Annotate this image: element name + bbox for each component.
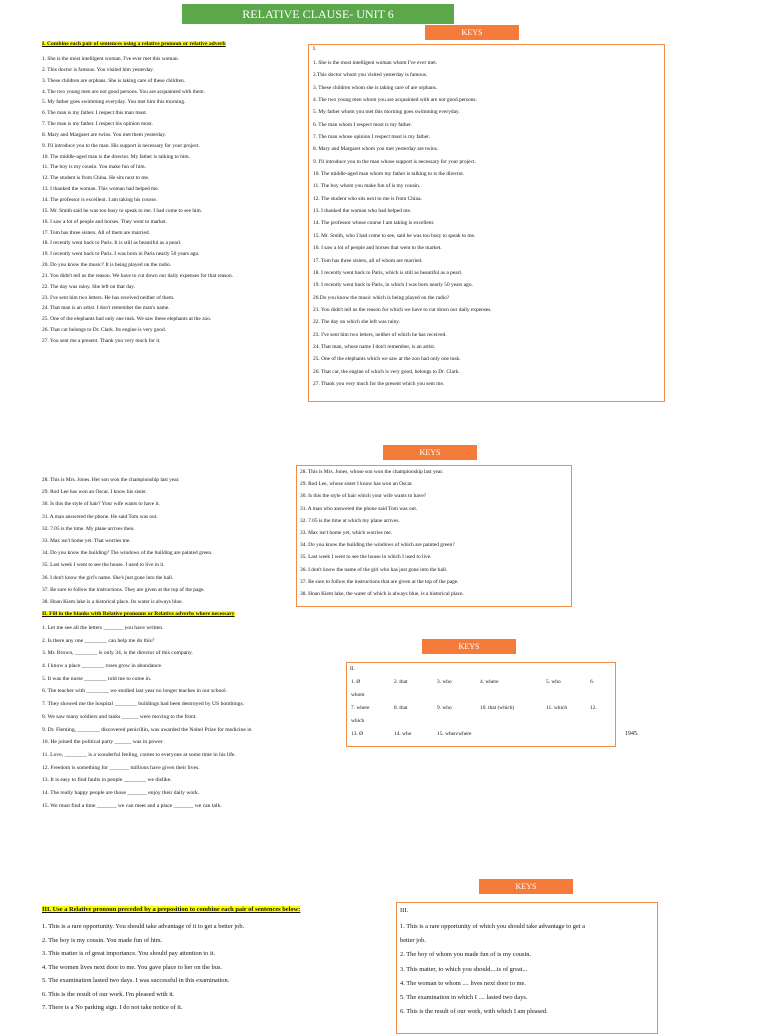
key-item: 7. The man whose opinion I respect most is my father. bbox=[313, 134, 430, 141]
question-item: 8. We saw many soldiers and tanks ______ were moving to the front. bbox=[42, 713, 197, 720]
question-item: 6. The teacher with ________ we studied last year no longer teaches in our school. bbox=[42, 688, 228, 695]
page-title: RELATIVE CLAUSE- UNIT 6 bbox=[182, 4, 454, 24]
key-item: 19. I recently went back to Paris, in which I was born nearly 50 years ago. bbox=[313, 282, 473, 289]
key-item: 13. Ø bbox=[351, 731, 363, 737]
question-item: 7. They showed me the hospital ________ buildings had been destroyed by US bombings. bbox=[42, 701, 245, 708]
key-item: 21. You didn't tell us the reason for which we have to cut down our daily expenses. bbox=[313, 306, 492, 313]
key-item: 33. Max isn't home yet, which worries me. bbox=[300, 529, 392, 536]
key-item: 24. That man, whose name I don't remember, is an artist. bbox=[313, 343, 436, 350]
key-item: better job. bbox=[400, 937, 426, 945]
key-item: 6. This is the result of our work, with which I am pleased. bbox=[400, 1008, 548, 1016]
key-item: 2.This doctor whom you visited yesterday is famous. bbox=[313, 72, 428, 79]
key-item: 3. who bbox=[437, 679, 452, 685]
key-item: 7. where bbox=[351, 705, 370, 711]
question-item: 12. The student is from China. He sits next to me. bbox=[42, 175, 150, 182]
key-item: 22. The day on which she left was rainy. bbox=[313, 319, 400, 326]
question-item: 5. The examination lasted two days. I was successful in this examination. bbox=[42, 977, 230, 984]
question-item: 36. I don't know the girl's name. She's just gone into the hall. bbox=[42, 574, 174, 581]
part1b-keys bbox=[300, 466, 566, 600]
key-item: 13. I thanked the woman who had helped me. bbox=[313, 208, 412, 215]
part1b-questions bbox=[42, 474, 292, 608]
key-item: 8. Mary and Margaret whom you met yesterday are twins. bbox=[313, 146, 439, 153]
key-item: 6. bbox=[590, 679, 595, 685]
part1-heading: I. Combine each pair of sentences using a relative pronoun or relative adverb bbox=[42, 41, 226, 47]
question-item: 18. I recently went back to Paris. It is still as beautiful as a pearl. bbox=[42, 240, 182, 247]
key-item: 35. Last week I went to see the house in which I used to live. bbox=[300, 554, 432, 561]
question-item: 38. Hoan Kiem lake is a historical place. Its water is always blue. bbox=[42, 598, 183, 605]
key-item: 18. I recently went back to Paris, which is still as beautiful as a pearl. bbox=[313, 269, 463, 276]
question-item: 12. Freedom is something for _______ millions have given their lives. bbox=[42, 764, 200, 771]
key-item: 1. Ø bbox=[351, 679, 361, 685]
part3-keys-heading: III. bbox=[400, 907, 408, 914]
question-item: 19. I recently went back to Paris. I was born in Paris nearly 50 years ago. bbox=[42, 251, 200, 258]
part2-heading: II. Fill in the blanks with Relative pronouns or Relative adverbs where necessary bbox=[42, 611, 235, 617]
part1-questions bbox=[42, 54, 304, 347]
question-item: 16. I saw a lot of people and horses. They went to market. bbox=[42, 218, 167, 225]
key-item: 3. This matter, to which you should....is of great... bbox=[400, 965, 528, 973]
key-item: 9. I'll introduce you to the man whose support is necessary for your project. bbox=[313, 158, 476, 165]
key-item: 4. The two young men whom you are acquainted with are not good persons. bbox=[313, 97, 477, 104]
key-item: whom bbox=[351, 692, 365, 698]
question-item: 25. One of the elephants had only one tusk. We saw these elephants at the zoo. bbox=[42, 316, 212, 323]
key-item: 5. The examination in which I .... lasted two days. bbox=[400, 993, 528, 1001]
question-item: 11. The boy is my cousin. You make fun of him. bbox=[42, 164, 146, 171]
keys-label-3: KEYS bbox=[422, 639, 516, 654]
key-item: 17. Tom has three sisters, all of whom are married. bbox=[313, 257, 423, 264]
part3-questions bbox=[42, 920, 382, 1015]
question-item: 3. Mr. Brown, ________ is only 34, is the director of this company. bbox=[42, 650, 193, 657]
question-item: 2. The boy is my cousin. You made fun of him. bbox=[42, 936, 163, 944]
key-item: 3. These children whom she is taking care of are orphans. bbox=[313, 84, 438, 91]
key-item: 2. The boy of whom you made fun of is my cousin. bbox=[400, 951, 532, 959]
question-item: 4. The women lives next door to me. You gave place to her on the bus. bbox=[42, 963, 223, 971]
question-item: 15. We must find a time _______ we can meet and a place _______ we can talk. bbox=[42, 802, 222, 809]
part1-keys-heading: I. bbox=[313, 46, 317, 52]
key-item: 10. The middle-aged man whom my father is talking to is the director. bbox=[313, 171, 465, 178]
question-item: 13. I thanked the woman. This woman had helped me. bbox=[42, 186, 159, 193]
key-item: 25. One of the elephants which we saw at the zoo had only one tusk. bbox=[313, 356, 461, 363]
question-item: 8. Mary and Margaret are twins. You met them yesterday. bbox=[42, 131, 166, 138]
key-item: 16. I saw a lot of people and horses that went to the market. bbox=[313, 245, 442, 252]
key-item: 27. Thank you very much for the present which you sent me. bbox=[313, 380, 445, 387]
key-item: 12. bbox=[590, 705, 597, 711]
question-item: 24. That man is an artist. I don't remember the man's name. bbox=[42, 305, 170, 312]
question-item: 34. Do you know the building? The windows of the building are painted green. bbox=[42, 550, 213, 557]
part1-keys bbox=[313, 57, 658, 390]
key-item: 5. who bbox=[546, 679, 561, 685]
key-item: 26. That car, the engine of which is very good, belongs to Dr. Clark. bbox=[313, 368, 460, 375]
key-item: 10. that (which) bbox=[480, 705, 515, 711]
question-item: 1. This is a rare opportunity. You should take advantage of it to get a better job. bbox=[42, 923, 245, 930]
question-item: 7. There is a No parking sign. I do not take notice of it. bbox=[42, 1004, 183, 1011]
key-item: 28. This is Mrs. Jones, whose son won the championship last year. bbox=[300, 469, 444, 475]
question-item: 31. A man answered the phone. He said Tom was out. bbox=[42, 513, 158, 520]
key-item: 30. Is this the style of hair which your wife wants to have? bbox=[300, 493, 427, 500]
key-item: 11. which bbox=[546, 705, 568, 711]
key-item: 4. The woman to whom .... lives next door to me. bbox=[400, 979, 526, 987]
question-item: 9. Dr. Fleming, ________ discovered penicillin, was awarded the Nobel Prize for medicine in bbox=[42, 726, 252, 733]
key-item: 9. who bbox=[437, 705, 452, 711]
key-item: 36. I don't know the name of the girl who has just gone into the hall. bbox=[300, 566, 448, 573]
question-item: 14. The really happy people are those _______ enjoy their daily work. bbox=[42, 789, 200, 796]
question-item: 27. You sent me a present. Thank you very much for it. bbox=[42, 337, 161, 344]
key-item: 11. The boy whom you make fun of is my cousin. bbox=[313, 183, 421, 190]
question-item: 26. That car belongs to Dr. Clark. Its engine is very good. bbox=[42, 327, 167, 334]
question-item: 14. The professor is excellent. I am taking his course. bbox=[42, 196, 158, 203]
key-item: 29. Rod Lee, whose sister I know has won an Oscar. bbox=[300, 481, 413, 488]
question-item: 3. This matter is of great importance. You should pay attention to it. bbox=[42, 950, 216, 957]
question-item: 17. Tom has three sisters. All of them are married. bbox=[42, 229, 150, 236]
keys-label-4: KEYS bbox=[479, 879, 573, 894]
key-item: 15. when/where bbox=[437, 731, 472, 737]
question-item: 2. Is there any one ________ can help me do this? bbox=[42, 637, 155, 644]
question-item: 3. These children are orphans. She is taking care of these children. bbox=[42, 77, 186, 84]
key-item: 34. Do you know the building the windows of which are painted green? bbox=[300, 542, 455, 549]
question-item: 1. She is the most intelligent woman. I've ever met this woman. bbox=[42, 56, 179, 62]
part2-questions bbox=[42, 622, 342, 812]
question-item: 4. The two young men are not good persons. You are acquainted with them. bbox=[42, 88, 205, 95]
key-item: 5. My father whom you met this morning goes swimming everyday. bbox=[313, 109, 460, 116]
keys-label-1: KEYS bbox=[425, 25, 519, 40]
question-item: 35. Last week I went to see the house. I used to live in it. bbox=[42, 562, 165, 569]
question-item: 10. He joined the political party ______ was in power. bbox=[42, 739, 164, 746]
key-item: 32. 7.05 is the time at which my plane arrives. bbox=[300, 517, 400, 524]
question-item: 20. Do you know the music? It is being played on the radio. bbox=[42, 262, 172, 269]
part2-keys bbox=[350, 664, 612, 744]
question-item: 9. I'll introduce you to the man. His support is necessary for your project. bbox=[42, 142, 200, 149]
question-item: 13. It is easy to find faults in people ________ we dislike. bbox=[42, 777, 172, 784]
key-item: 23. I've sent him two letters, neither of which he has received. bbox=[313, 331, 447, 338]
question-item: 23. I've sent him two letters. He has received neither of them. bbox=[42, 294, 175, 301]
key-item: 20.Do you know the music which is being played on the radio? bbox=[313, 294, 450, 301]
key-item: 6. The man whom I respect most is my father. bbox=[313, 121, 412, 128]
question-item: 11. Love, ________ is a wonderful feeling, comes to everyone at some time in his life. bbox=[42, 751, 236, 758]
question-item: 6. This is the result of our work. I'm pleased with it. bbox=[42, 990, 175, 998]
question-item: 22. The day was rainy. She left on that day. bbox=[42, 283, 135, 290]
question-item: 33. Max isn't home yet. That worries me. bbox=[42, 537, 131, 544]
question-item: 37. Be sure to follow the instructions. They are given at the top of the page. bbox=[42, 586, 205, 593]
question-item: 5. It was the nurse ________ told me to come in. bbox=[42, 675, 152, 682]
question-item: 5. My father goes swimming everyday. You met him this morning. bbox=[42, 99, 186, 106]
key-item: 4. where bbox=[480, 679, 499, 685]
question-item: 21. You didn't tell us the reason. We have to cut down our daily expenses for that reason. bbox=[42, 272, 234, 279]
key-item: 1. This is a rare opportunity of which you should take advantage to get a bbox=[400, 923, 585, 930]
key-item: 37. Be sure to follow the instructions that are given at the top of the page. bbox=[300, 578, 459, 585]
keys-heading: II. bbox=[350, 666, 355, 672]
key-item: 14. The professor whose course I am taking is excellent. bbox=[313, 220, 435, 227]
question-item: 7. The man is my father. I respect his opinion most. bbox=[42, 121, 153, 128]
key-item: 12. The student who sits next to me is from China. bbox=[313, 195, 422, 202]
part3-heading: III. Use a Relative pronoun preceded by a preposition to combine each pair of sentences below: bbox=[42, 906, 301, 913]
key-item: 1. She is the most intelligent woman whom I've ever met. bbox=[313, 60, 438, 66]
question-item: 10. The middle-aged man is the director. My father is talking to him. bbox=[42, 153, 190, 160]
question-item: 6. The man is my father. I respect this man most. bbox=[42, 110, 148, 117]
question-item: 4. I know a place ________ roses grow in abundance. bbox=[42, 663, 163, 670]
question-item: 29. Rod Lee has won an Oscar. I know his sister. bbox=[42, 489, 147, 496]
key-item: 38. Hoan Kiem lake, the water of which is always blue, is a historical place. bbox=[300, 590, 464, 597]
keys-label-2: KEYS bbox=[383, 445, 477, 460]
key-item: 8. that bbox=[394, 705, 408, 711]
question-item: 15. Mr. Smith said he was too busy to speak to me. I had come to see him. bbox=[42, 207, 203, 214]
key-item: 2. that bbox=[394, 679, 408, 685]
part2-year-overflow: 1945. bbox=[625, 731, 639, 737]
key-item: 15. Mr. Smith, who I had come to see, said he was too busy to speak to me. bbox=[313, 232, 476, 239]
question-item: 32. 7.05 is the time. My plane arrives then. bbox=[42, 525, 135, 532]
question-item: 1. Let me see all the letters _______ you have written. bbox=[42, 625, 164, 631]
question-item: 2. This doctor is famous. You visited him yesterday. bbox=[42, 66, 154, 73]
key-item: which bbox=[351, 718, 365, 724]
part3-keys bbox=[400, 920, 652, 1019]
question-item: 28. This is Mrs. Jones. Her son won the championship last year. bbox=[42, 477, 180, 483]
key-item: 31. A man who answered the phone said Tom was out. bbox=[300, 505, 418, 512]
question-item: 30. Is this the style of hair? Your wife wants to have it. bbox=[42, 501, 160, 508]
key-item: 14. who bbox=[394, 731, 412, 737]
